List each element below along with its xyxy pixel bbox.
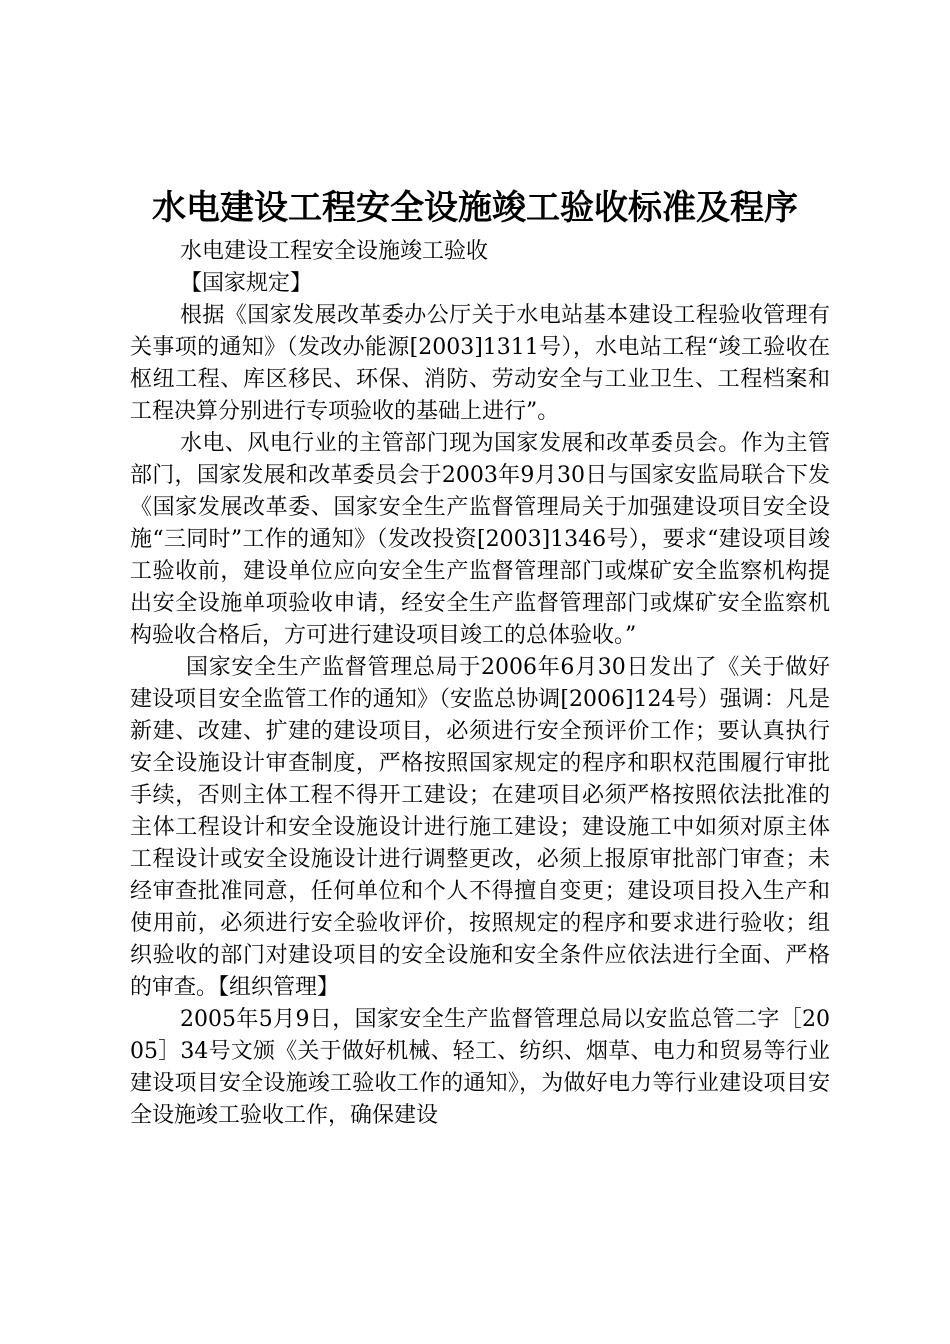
- paragraph: 水电、风电行业的主管部门现为国家发展和改革委员会。作为主管部门，国家发展和改革委员会于2003年9月30日与国家安监局联合下发《国家发展改革委、国家安全生产监督管理局关于加强建设项目安全设施“三同时”工作的通知》（发改投资[2003]1346号），要求“建设项目竣工验收前，建设单位应向安全生产监督管理部门或煤矿安全监察机构提出安全设施单项验收申请，经安全生产监督管理部门或煤矿安全监察机构验收合格后，方可进行建设项目竣工的总体验收。”: [130, 431, 830, 648]
- paragraph: 国家安全生产监督管理总局于2006年6月30日发出了《关于做好建设项目安全监管工作的通知》（安监总协调[2006]124号）强调：凡是新建、改建、扩建的建设项目，必须进行安全预评价工作；要认真执行安全设施设计审查制度，严格按照国家规定的程序和职权范围履行审批手续，否则主体工程不得开工建设；在建项目必须严格按照依法批准的主体工程设计和安全设施设计进行施工建设；建设施工中如须对原主体工程设计或安全设施设计进行调整更改，必须上报原审批部门审查；未经审查批准同意，任何单位和个人不得擅自变更；建设项目投入生产和使用前，必须进行安全验收评价，按照规定的程序和要求进行验收；组织验收的部门对建设项目的安全设施和安全条件应依法进行全面、严格的审查。【组织管理】: [130, 655, 830, 1000]
- paragraph-section-heading: 【国家规定】: [180, 271, 313, 296]
- paragraph-subtitle: 水电建设工程安全设施竣工验收: [180, 239, 489, 264]
- document-body: [130, 236, 830, 1132]
- document-title: 水电建设工程安全设施竣工验收标准及程序: [152, 188, 798, 228]
- paragraph: 根据《国家发展改革委办公厅关于水电站基本建设工程验收管理有关事项的通知》（发改办能源[2003]1311号），水电站工程“竣工验收在枢纽工程、库区移民、环保、消防、劳动安全与工业卫生、工程档案和工程决算分别进行专项验收的基础上进行”。: [130, 303, 830, 424]
- paragraph: 2005年5月9日，国家安全生产监督管理总局以安监总管二字［2005］34号文颁《关于做好机械、轻工、纺织、烟草、电力和贸易等行业建设项目安全设施竣工验收工作的通知》，为做好电力等行业建设项目安全设施竣工验收工作，确保建设: [130, 1007, 830, 1128]
